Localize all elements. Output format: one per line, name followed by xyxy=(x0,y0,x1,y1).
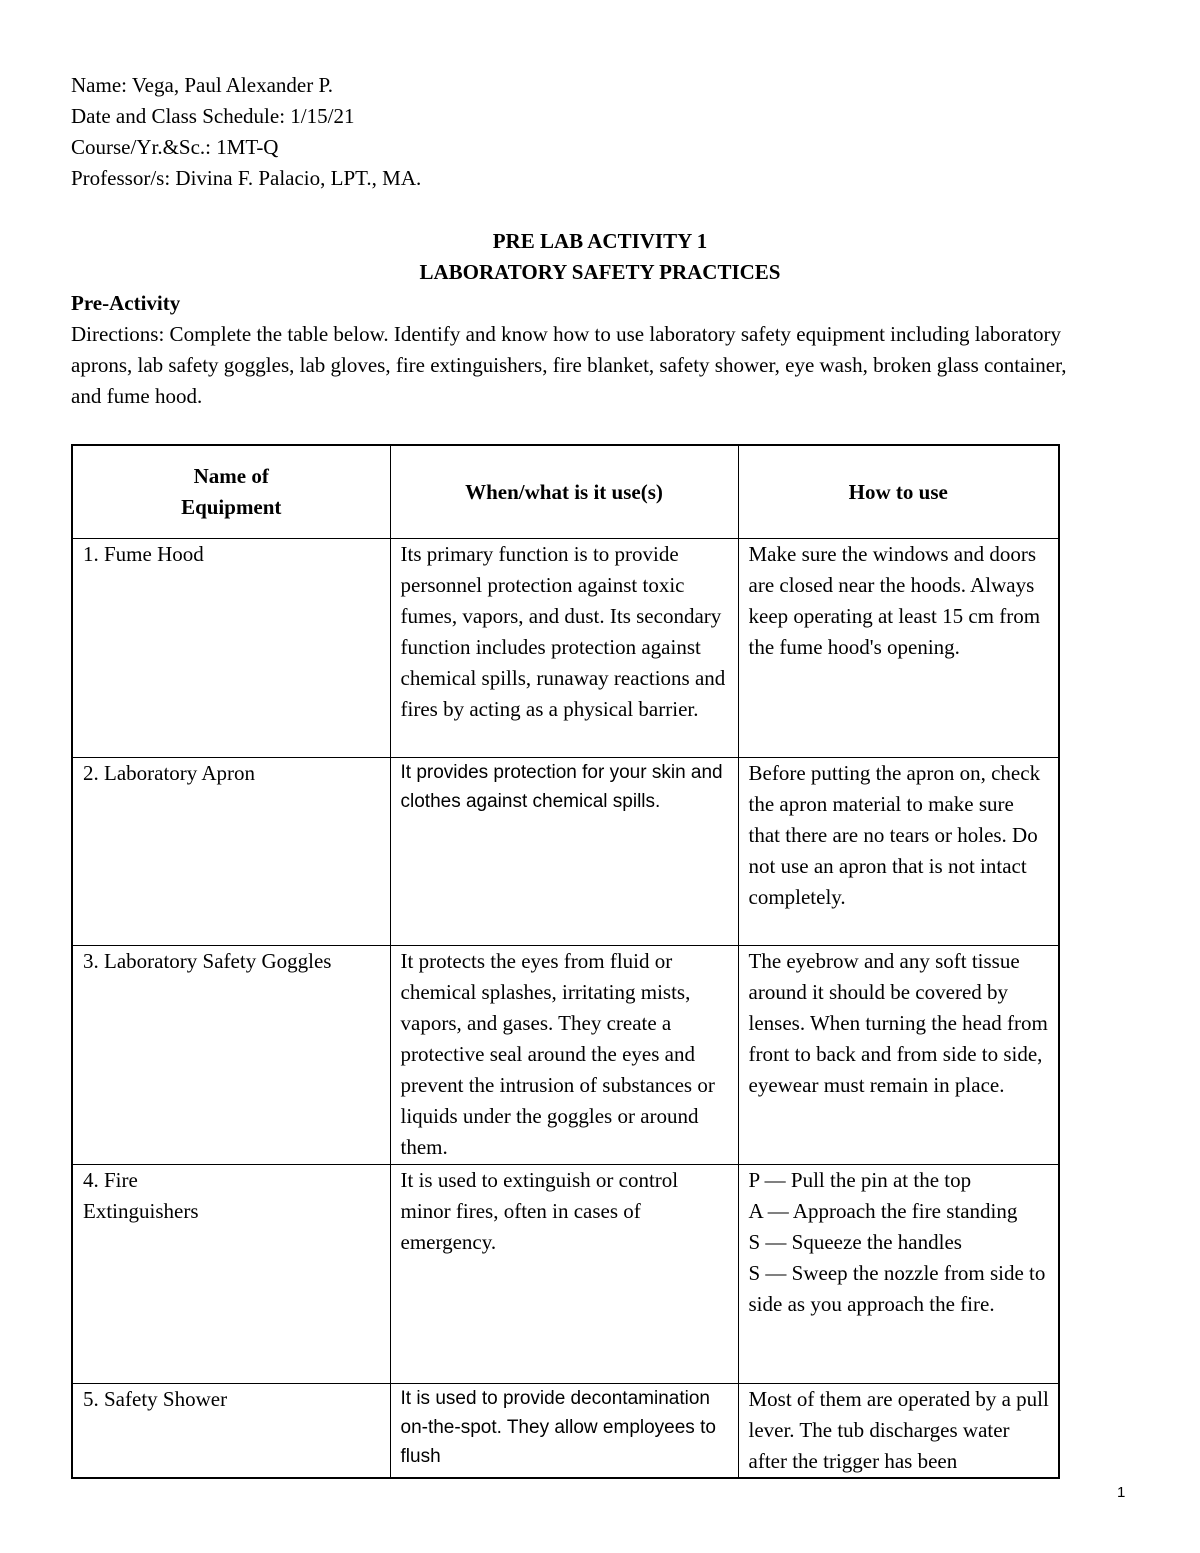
equipment-name: 1. Fume Hood xyxy=(72,539,390,758)
date-schedule: Date and Class Schedule: 1/15/21 xyxy=(71,104,355,128)
professor: Professor/s: Divina F. Palacio, LPT., MA. xyxy=(71,166,422,190)
equipment-name: 5. Safety Shower xyxy=(72,1384,390,1479)
page-number: 1 xyxy=(1117,1484,1126,1501)
header-name-of-equipment: Name of Equipment xyxy=(72,445,390,539)
equipment-name: 3. Laboratory Safety Goggles xyxy=(72,946,390,1165)
table-row xyxy=(72,946,1059,1165)
directions-text: Directions: Complete the table below. Identify and know how to use laboratory safety equipment including laboratory aprons, lab safety goggles, lab gloves, fire extinguishers, fire blanket, safety shower, eye wash, broken glass container, and fume hood. xyxy=(71,322,1067,408)
table-row xyxy=(72,1384,1059,1479)
equipment-how: Make sure the windows and doors are closed near the hoods. Always keep operating at least 15 cm from the fume hood's opening. xyxy=(738,539,1059,758)
equipment-use: It is used to provide decontamination on-the-spot. They allow employees to flush xyxy=(390,1384,738,1479)
title-line-1: PRE LAB ACTIVITY 1 xyxy=(492,229,708,253)
equipment-table xyxy=(71,444,1060,1479)
title-line-2: LABORATORY SAFETY PRACTICES xyxy=(419,260,781,284)
document-title xyxy=(0,226,1200,288)
section-heading: Pre-Activity xyxy=(71,291,181,315)
student-info xyxy=(71,70,421,194)
equipment-use: Its primary function is to provide personnel protection against toxic fumes, vapors, and dust. Its secondary function includes protection against chemical spills, runaway reactions and fires by acting as a physical barrier. xyxy=(390,539,738,758)
pre-activity-section xyxy=(71,288,1101,412)
equipment-how: The eyebrow and any soft tissue around it should be covered by lenses. When turning the head from front to back and from side to side, eyewear must remain in place. xyxy=(738,946,1059,1165)
equipment-name: 4. Fire Extinguishers xyxy=(72,1165,390,1384)
table-row xyxy=(72,1165,1059,1384)
table-header-row xyxy=(72,445,1059,539)
table-row xyxy=(72,758,1059,946)
equipment-use: It is used to extinguish or control minor fires, often in cases of emergency. xyxy=(390,1165,738,1384)
equipment-use: It provides protection for your skin and clothes against chemical spills. xyxy=(390,758,738,946)
header-how-to-use: How to use xyxy=(738,445,1059,539)
table-row xyxy=(72,539,1059,758)
equipment-how: Most of them are operated by a pull lever. The tub discharges water after the trigger has been xyxy=(738,1384,1059,1479)
equipment-use: It protects the eyes from fluid or chemical splashes, irritating mists, vapors, and gases. They create a protective seal around the eyes and prevent the intrusion of substances or liquids under the goggles or around them. xyxy=(390,946,738,1165)
equipment-name: 2. Laboratory Apron xyxy=(72,758,390,946)
course-section: Course/Yr.&Sc.: 1MT-Q xyxy=(71,135,279,159)
header-when-what-use: When/what is it use(s) xyxy=(390,445,738,539)
equipment-how: Before putting the apron on, check the apron material to make sure that there are no tears or holes. Do not use an apron that is not intact completely. xyxy=(738,758,1059,946)
equipment-how: P — Pull the pin at the top A — Approach the fire standing S — Squeeze the handles S — Sweep the nozzle from side to side as you approach the fire. xyxy=(738,1165,1059,1384)
student-name: Name: Vega, Paul Alexander P. xyxy=(71,73,334,97)
